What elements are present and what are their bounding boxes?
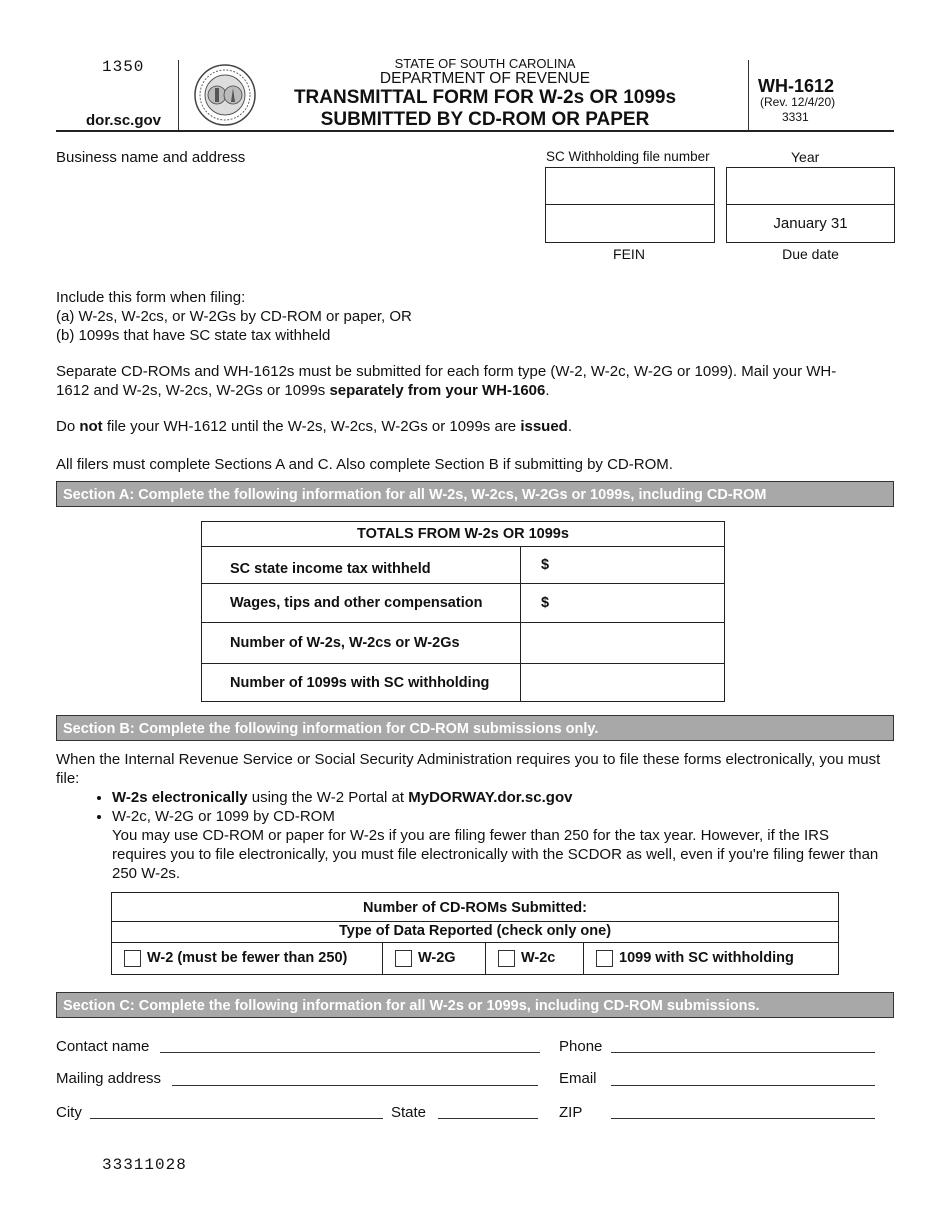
section-c-header: Section C: Complete the following information for all W-2s or 1099s, including CD-ROM submissions. (56, 992, 894, 1018)
totals-table (201, 521, 725, 702)
donot-text-2: file your WH-1612 until the W-2s, W-2cs, W-2Gs or 1099s are (102, 418, 521, 435)
fein-label: FEIN (613, 246, 645, 262)
business-name-label: Business name and address (56, 149, 246, 166)
totals-label-1099-count: Number of 1099s with SC withholding (202, 664, 521, 702)
mailing-address-field[interactable] (172, 1085, 538, 1086)
bullet1-text: using the W-2 Portal at (247, 789, 409, 806)
option-w2c[interactable] (486, 942, 584, 974)
totals-table-header: TOTALS FROM W-2s OR 1099s (202, 522, 725, 547)
totals-input-sc-tax[interactable]: $ (521, 547, 725, 584)
donot-bold-2: issued (520, 418, 568, 435)
do-not-file-instruction (56, 418, 572, 435)
form-internal-code: 3331 (782, 110, 809, 124)
totals-input-w2-count[interactable] (521, 623, 725, 664)
option-1099[interactable] (584, 942, 838, 974)
email-label: Email (559, 1070, 597, 1087)
form-number: WH-1612 (758, 76, 835, 96)
form-title-line1: TRANSMITTAL FORM FOR W-2s OR 1099s (293, 87, 677, 108)
totals-label-sc-tax: SC state income tax withheld (202, 547, 521, 584)
option-1099-label: 1099 with SC withholding (619, 950, 794, 966)
totals-label-wages: Wages, tips and other compensation (202, 584, 521, 623)
mailing-address-label: Mailing address (56, 1070, 162, 1087)
list-item (112, 807, 884, 883)
checkbox-w2[interactable] (124, 950, 141, 967)
contact-name-field[interactable] (160, 1052, 540, 1053)
city-field[interactable] (90, 1118, 383, 1119)
year-label: Year (791, 149, 820, 165)
email-field[interactable] (611, 1085, 875, 1086)
section-b-bullets (94, 788, 884, 883)
table-row (202, 623, 725, 664)
include-instructions (56, 288, 412, 345)
state-seal (193, 64, 257, 126)
cdrom-count-row[interactable] (112, 893, 838, 922)
table-row (202, 664, 725, 702)
form-revision: (Rev. 12/4/20) (760, 95, 836, 109)
bullet1-bold: W-2s electronically (112, 789, 248, 806)
donot-text-1: Do (56, 418, 80, 435)
year-input[interactable] (726, 167, 895, 206)
state-label: State (391, 1104, 427, 1121)
website-label: dor.sc.gov (86, 112, 162, 129)
header-divider-left (178, 60, 179, 130)
option-w2g[interactable] (383, 942, 486, 974)
form-title-line2: SUBMITTED BY CD-ROM OR PAPER (320, 109, 650, 130)
checkbox-1099[interactable] (596, 950, 613, 967)
sc-withholding-input[interactable] (545, 167, 715, 206)
separate-bold: separately from your WH-1606 (329, 382, 546, 399)
due-date-value: January 31 (773, 215, 848, 232)
totals-input-wages[interactable]: $ (521, 584, 725, 623)
totals-input-1099-count[interactable] (521, 664, 725, 702)
separate-end: . (545, 382, 550, 399)
include-item-a: (a) W-2s, W-2cs, or W-2Gs by CD-ROM or paper, OR (56, 308, 412, 325)
section-b-intro: When the Internal Revenue Service or Social Security Administration requires you to file these forms electronically, you must file: (56, 751, 881, 787)
sc-withholding-label: SC Withholding file number (546, 149, 710, 164)
donot-end: . (567, 418, 573, 435)
all-filers-instruction: All filers must complete Sections A and C. Also complete Section B if submitting by CD-ROM. (56, 456, 673, 473)
include-item-b: (b) 1099s that have SC state tax withheld (56, 327, 331, 344)
mydorway-link[interactable]: MyDORWAY.dor.sc.gov (408, 789, 573, 806)
section-b-header: Section B: Complete the following information for CD-ROM submissions only. (56, 715, 894, 741)
table-row (202, 584, 725, 623)
bullet2-note: You may use CD-ROM or paper for W-2s if you are filing fewer than 250 for the tax year. However, if the IRS requires you to file electronically, you must file electronically with the SCDOR as well, even if you're filing fewer than 250 W-2s. (112, 827, 879, 882)
data-type-label: Type of Data Reported (check only one) (112, 921, 838, 943)
checkbox-w2g[interactable] (395, 950, 412, 967)
header-rule (56, 130, 894, 132)
totals-label-w2-count: Number of W-2s, W-2cs or W-2Gs (202, 623, 521, 664)
due-date-label: Due date (782, 246, 839, 262)
separate-text: Separate CD-ROMs and WH-1612s must be submitted for each form type (W-2, W-2c, W-2G or 1099). Mail your WH-1612 and W-2s, W-2cs, W-2Gs or 1099s (56, 363, 837, 399)
bullet2-text: W-2c, W-2G or 1099 by CD-ROM (112, 808, 335, 825)
form-code-top: 1350 (102, 58, 145, 76)
section-a-header: Section A: Complete the following information for all W-2s, W-2cs, W-2Gs or 1099s, including CD-ROM (56, 481, 894, 507)
table-row (202, 547, 725, 584)
option-w2-label: W-2 (must be fewer than 250) (147, 950, 348, 966)
zip-field[interactable] (611, 1118, 875, 1119)
cdrom-count-label: Number of CD-ROMs Submitted: (363, 900, 587, 916)
phone-field[interactable] (611, 1052, 875, 1053)
phone-label: Phone (559, 1038, 603, 1055)
option-w2g-label: W-2G (418, 950, 456, 966)
zip-label: ZIP (559, 1104, 583, 1121)
state-field[interactable] (438, 1118, 538, 1119)
fein-input[interactable] (545, 204, 715, 243)
option-w2c-label: W-2c (521, 950, 556, 966)
form-barcode-number: 33311028 (102, 1156, 187, 1174)
header-divider-right (748, 60, 749, 130)
list-item (112, 788, 884, 807)
city-label: City (56, 1104, 82, 1121)
include-intro: Include this form when filing: (56, 289, 246, 306)
cdrom-table (111, 892, 839, 975)
due-date-box (726, 204, 895, 243)
state-name: STATE OF SOUTH CAROLINA (394, 56, 576, 71)
data-type-options (112, 942, 838, 974)
department-name: DEPARTMENT OF REVENUE (379, 70, 591, 87)
separate-instructions (56, 362, 856, 400)
contact-name-label: Contact name (56, 1038, 150, 1055)
checkbox-w2c[interactable] (498, 950, 515, 967)
donot-bold-1: not (79, 418, 103, 435)
option-w2[interactable] (112, 942, 383, 974)
